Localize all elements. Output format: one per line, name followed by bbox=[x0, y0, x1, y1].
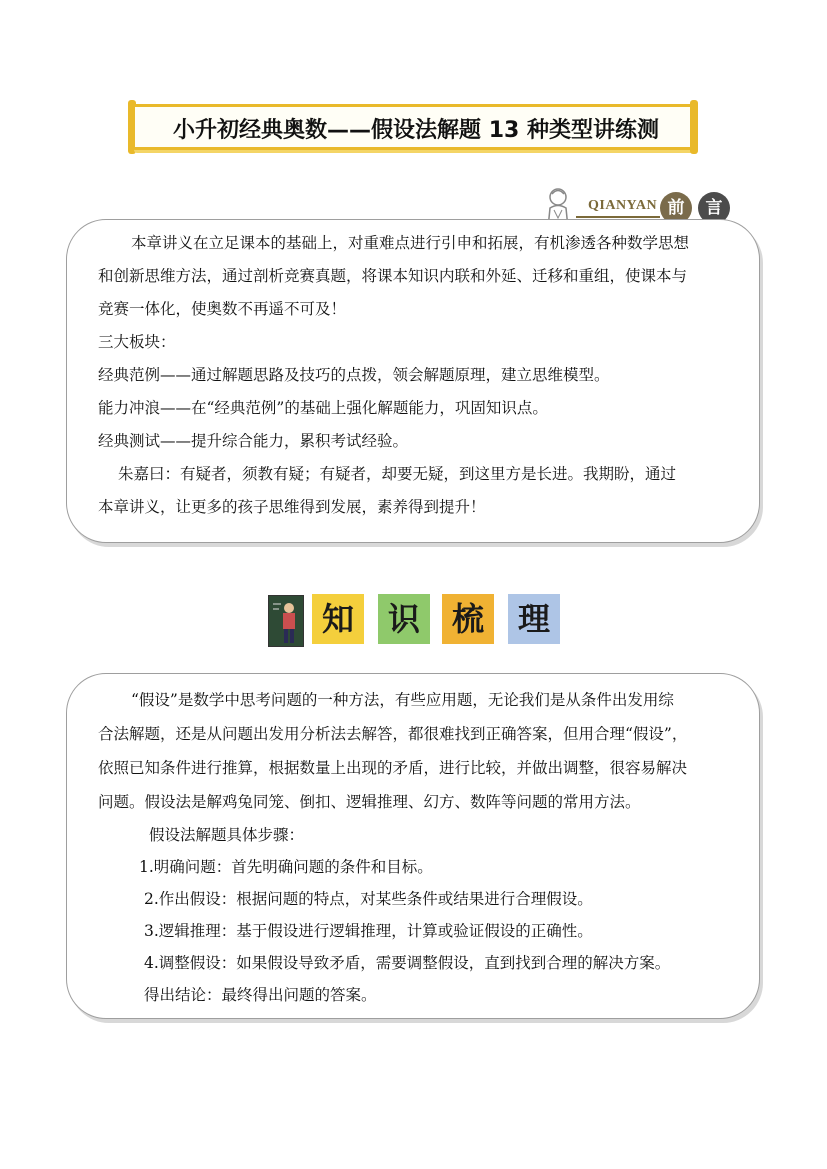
step-3: 3.逻辑推理：基于假设进行逻辑推理，计算或验证假设的正确性。 bbox=[144, 922, 593, 940]
step-2: 2.作出假设：根据问题的特点，对某些条件或结果进行合理假设。 bbox=[144, 890, 593, 908]
knowledge-char-li: 理 bbox=[508, 594, 560, 644]
step-1: 1.明确问题：首先明确问题的条件和目标。 bbox=[139, 858, 433, 876]
preface-label: QIANYAN bbox=[588, 198, 658, 213]
preface-line-5: 经典范例——通过解题思路及技巧的点拨，领会解题原理，建立思维模型。 bbox=[98, 366, 610, 384]
preface-badge-yan: 言 bbox=[698, 192, 730, 224]
knowledge-line-4: 问题。假设法是解鸡兔同笼、倒扣、逻辑推理、幻方、数阵等问题的常用方法。 bbox=[98, 793, 641, 811]
preface-line-7: 经典测试——提升综合能力，累积考试经验。 bbox=[98, 432, 409, 450]
knowledge-line-5: 假设法解题具体步骤： bbox=[149, 826, 305, 844]
preface-line-9: 本章讲义，让更多的孩子思维得到发展，素养得到提升！ bbox=[98, 498, 486, 516]
preface-line-6: 能力冲浪——在“经典范例”的基础上强化解题能力，巩固知识点。 bbox=[98, 399, 548, 417]
knowledge-char-zhi: 知 bbox=[312, 594, 364, 644]
preface-line-3: 竞赛一体化，使奥数不再遥不可及！ bbox=[98, 300, 347, 318]
teacher-chalkboard-icon bbox=[268, 595, 304, 647]
knowledge-char-shi: 识 bbox=[378, 594, 430, 644]
preface-line-8: 朱嘉曰：有疑者，须教有疑；有疑者，却要无疑，到这里方是长进。我期盼，通过 bbox=[118, 465, 677, 483]
preface-line-4: 三大板块： bbox=[98, 333, 176, 351]
knowledge-line-1: “假设”是数学中思考问题的一种方法，有些应用题，无论我们是从条件出发用综 bbox=[131, 691, 674, 709]
preface-badge-qian: 前 bbox=[660, 192, 692, 224]
knowledge-line-3: 依照已知条件进行推算，根据数量上出现的矛盾，进行比较，并做出调整，很容易解决 bbox=[98, 759, 688, 777]
preface-line-1: 本章讲义在立足课本的基础上，对重难点进行引申和拓展，有机渗透各种数学思想 bbox=[131, 234, 690, 252]
preface-line-2: 和创新思维方法，通过剖析竞赛真题，将课本知识内联和外延、迁移和重组，使课本与 bbox=[98, 267, 688, 285]
knowledge-line-2: 合法解题，还是从问题出发用分析法去解答，都很难找到正确答案，但用合理“假设”， bbox=[98, 725, 688, 743]
scroll-rod-right bbox=[690, 100, 698, 154]
page-title: 小升初经典奥数——假设法解题 13 种类型讲练测 bbox=[173, 118, 659, 143]
title-banner bbox=[128, 100, 698, 154]
knowledge-char-shu: 梳 bbox=[442, 594, 494, 644]
preface-box bbox=[66, 219, 760, 543]
knowledge-header bbox=[268, 593, 568, 647]
conclusion-line: 得出结论：最终得出问题的答案。 bbox=[144, 986, 377, 1004]
knowledge-box bbox=[66, 673, 760, 1019]
scroll-body bbox=[132, 104, 694, 150]
preface-underline bbox=[576, 216, 660, 218]
step-4: 4.调整假设：如果假设导致矛盾，需要调整假设，直到找到合理的解决方案。 bbox=[144, 954, 671, 972]
